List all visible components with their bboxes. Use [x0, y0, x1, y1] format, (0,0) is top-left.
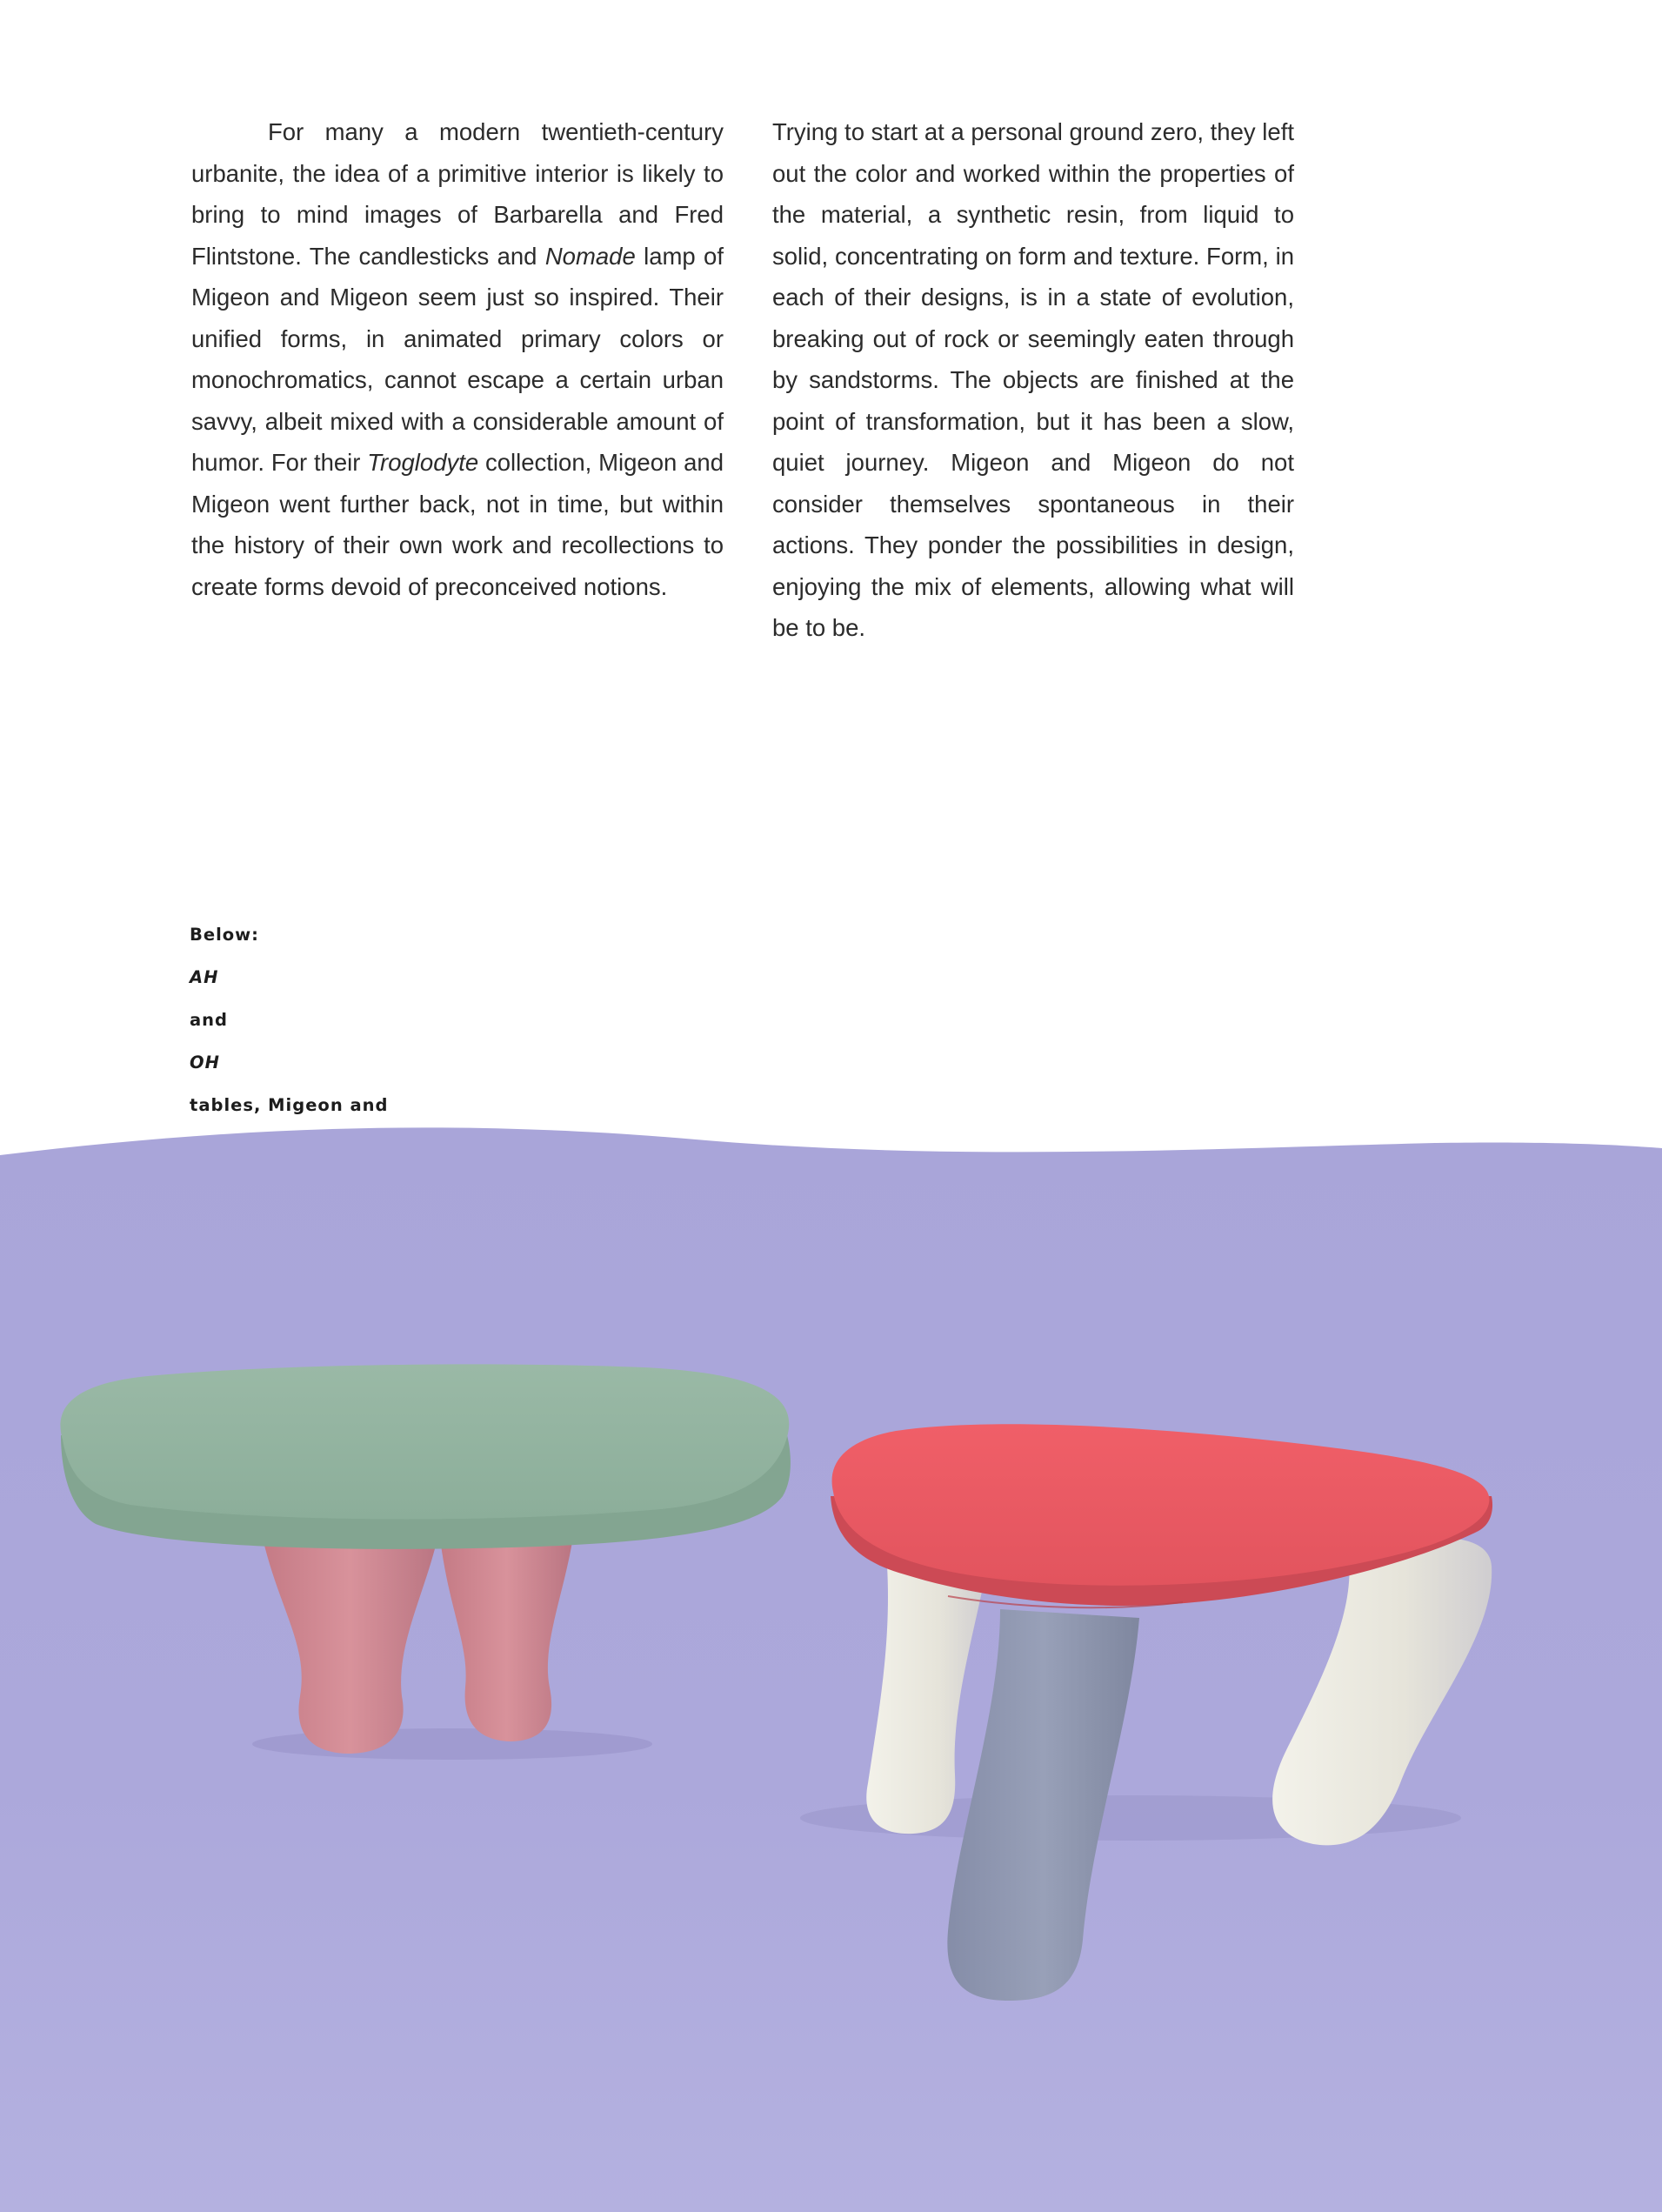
text-run: collection, Migeon and Migeon went further back, not in time, but within the history of their own work and recollections to create forms devoid of preconceived notions. [191, 449, 724, 600]
text-run: tables, Migeon and [190, 1095, 389, 1115]
italic-ah: AH [190, 967, 219, 987]
text-run: lamp of Migeon and Migeon seem just so inspired. Their unified forms, in animated primary colors or monochromatics, cannot escape a certain urban savvy, albeit mixed with a considerable amount of humor. For their [191, 242, 724, 476]
article-column-right [772, 111, 1294, 649]
italic-title-nomade: Nomade [544, 242, 636, 270]
article-paragraph-left [191, 111, 724, 607]
italic-title-troglodyte: Troglodyte [367, 449, 479, 476]
text-run: For many a modern twentieth-century urbanite, the idea of a primitive interior is likely to bring to mind images of Barbarella and Fred Flintstone. The candlesticks and [191, 118, 724, 270]
text-run: Below: [190, 925, 259, 945]
italic-oh: OH [190, 1053, 220, 1073]
text-run: and [190, 1010, 228, 1030]
photo-illustration [0, 1122, 1662, 2212]
left-table-top [60, 1364, 789, 1519]
caption-line-1 [190, 913, 677, 1126]
tables-photograph [0, 1122, 1662, 2212]
article-column-left [191, 111, 724, 607]
article-paragraph-right: Trying to start at a personal ground zero, they left out the color and worked within the properties of the material, a synthetic resin, from liquid to solid, concentrating on form and texture. Form, in each of their designs, is in a state of evolution, breaking out of rock or seemingly eaten through by sandstorms. The objects are finished at the point of transformation, but it has been a slow, quiet journey. Migeon and Migeon do not consider themselves spontaneous in their actions. They ponder the possibilities in design, enjoying the mix of elements, allowing what will be to be. [772, 118, 1294, 641]
